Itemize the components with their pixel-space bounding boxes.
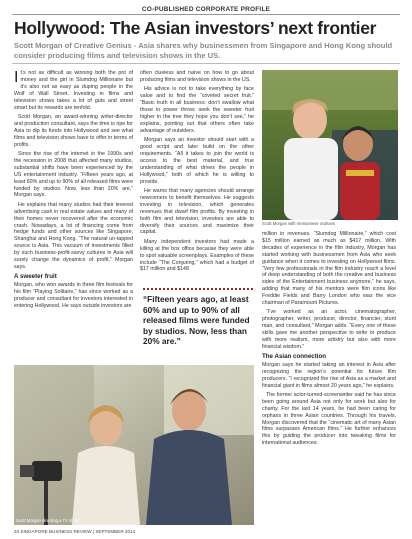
paragraph: He explains that many studios had their levered advertising cash in real estate values and many of their homes never recovered after the economic crash. Nowadays, a lot of financing come from hedge funds and other sources like Singapore, Shanghai and Hong Kong. “The natural un-tapped source is Asia. This vacuum of investments filled by such business-profit-savvy cultures in Asia will surely change the dynamics of profit,” Morgan says. — [14, 201, 133, 270]
paragraph: million in revenues. “Slumdog Millionaire,” which cost $15 million earned as much as $417 million. With decades of experience in the film industry, Morgan has started working with businessmen from Asia who seek guidance when it comes to investing on Hollywood films. “Very few professionals in the film industry reach a level of deep understanding of both the creative and business sides of the Entertainment business anymore,” he says, adding that many of his mentors were film icons like Freddie Fields and Barry London who was the vice chairman of Paramount Pictures. — [262, 231, 396, 307]
section-kicker: CO-PUBLISHED CORPORATE PROFILE — [141, 6, 271, 13]
kicker-divider — [12, 14, 400, 15]
article-standfirst: Scott Morgan of Creative Genius - Asia shares why businessmen from Singapore and Hong Kong should consider producing films and television shows in the US. — [14, 41, 393, 60]
subheading: A sweeter fruit — [14, 272, 57, 280]
paragraph — [14, 70, 133, 111]
orphans-photo-illustration — [262, 70, 398, 220]
paragraph: Morgan says he started taking an interest in Asia after recognizing the region’s potential for future film producers. “I recognized the rise of Asia as a market and financial giant in films almost 20 years ago,” he explains. — [262, 361, 396, 389]
paragraph-text: t’s not as difficult as winning both the pot of money and the girl in Slumdog Millionaire but it’s also not as easy as duping people in the Wolf of Wall Street. Investing in films and television shows takes a lot of guts and street smart but its rewards are tenfold. — [14, 70, 133, 111]
column-2 — [140, 70, 254, 282]
drop-cap: I — [14, 70, 19, 86]
subheading: The Asian connection — [262, 352, 327, 360]
photo-directing-tv-show — [14, 365, 254, 525]
paragraph: He warns that many agencies should arrange newcomers to benefit themselves. He suggests investing in television, which generates revenues that dwarf film profits. By investing in both film and television, investors are able to diversify their sources and maximize their capital. — [140, 188, 254, 236]
paragraph: Scott Morgan, an award-winning writer-director and production consultant, says the time is ripe for Asia to dip its funds into Hollywood and see what films and television shows have to offer in terms of profits. — [14, 113, 133, 148]
photo-caption: Scott Morgan with Vietnamese orphans — [262, 221, 336, 226]
column-3 — [262, 231, 396, 523]
paragraph: Many independent investors had made a killing at the box office because they were able to spot valuable screenplays. Examples of these include “The Conjuring,” which had a budget of $17 million and $148 — [140, 238, 254, 273]
paragraph: “I’ve worked as an actor, cinematographer, photographer, writer, producer, director, financier, stunt man, and consultant,” Morgan adds. “Every one of these skills gave me another perspective to write or produce with more realism, more artistry but also with more financial wisdom.” — [262, 309, 396, 350]
directing-photo-illustration — [14, 365, 254, 525]
paragraph: Morgan, who won awards in three film festivals for his film “Playing Solitaire,” has since worked as a producer and consultant for investors interested in entering Hollywood. He says outside investors are — [14, 281, 133, 309]
page-footer: 34 SINGAPORE BUSINESS REVIEW | SEPTEMBER 2014 — [14, 529, 136, 534]
article-headline: Hollywood: The Asian investors’ next frontier — [14, 18, 377, 38]
column-1 — [14, 70, 133, 355]
paragraph: Since the rise of the internet in the 1990s and the recession in 2008 that affected many studios, substantial shifts have been experienced by the US entertainment industry. “Fifteen years ago, at least 60% and up to 90% of all released films were funded by studios. Now, less than 20% are,” Morgan says. — [14, 150, 133, 199]
paragraph: His advice is not to take everything by face value and to find the “coveted secret fruit.” “Basic truth in all business: don’t swallow what those in power throw; seek the sweeter fruit higher in the tree they hope you don’t see,” he explains, pointing out that others often take advantage of outsiders. — [140, 86, 254, 134]
paragraph: The former actor-turned-screenwriter said he has since been going around Asia not only for work but also for charity. For the last 14 years, he had been caring for orphans in three Asian countries. Through his travels, Morgan discovered that the “cinematic art of many Asian films surpasses American films.” He further enhances this by guiding the producer into tweaking films for international audiences. — [262, 391, 396, 447]
paragraph: Morgan says an investor should start with a good script and later build on the other requirements. “All it takes to join the world is access to the best material, and true understanding of what drives the people in Hollywood,” both of which he is willing to provide. — [140, 137, 254, 185]
title-divider — [12, 63, 400, 64]
photo-caption: Scott Morgan directing a TV show — [16, 518, 79, 523]
paragraph: often clueless and naïve on how to go about producing films and television shows in the US. — [140, 70, 254, 83]
photo-morgan-with-orphans — [262, 70, 398, 220]
pull-quote-text: “Fifteen years ago, at least 60% and up to 90% of all released films were funded by studios. Now, less than 20% are.” — [143, 294, 250, 346]
pull-quote-rule — [143, 288, 255, 290]
pull-quote — [143, 288, 255, 347]
